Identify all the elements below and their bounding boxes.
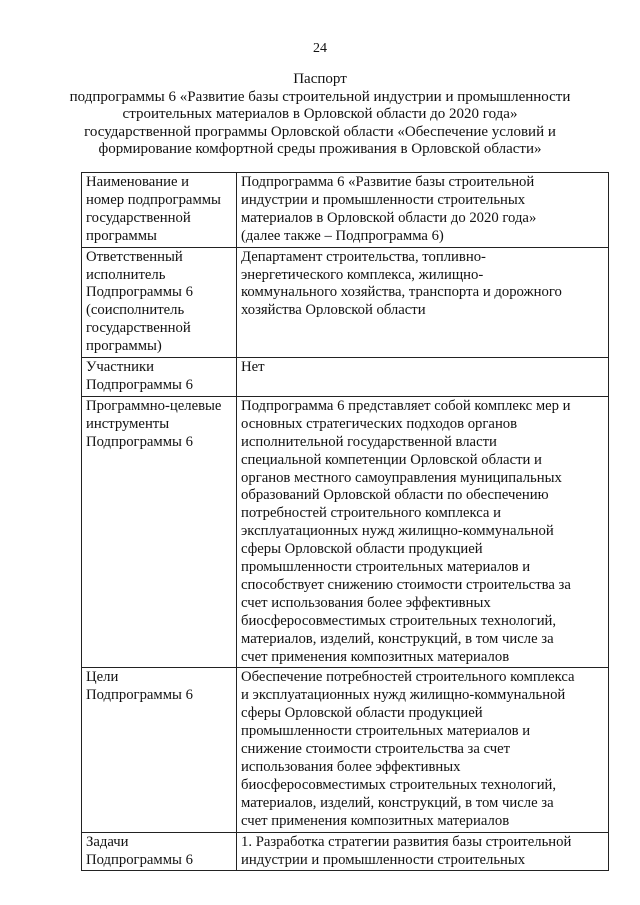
- value-line: хозяйства Орловской области: [241, 302, 426, 319]
- label-line: программы: [86, 227, 157, 244]
- value-line: материалов, изделий, конструкций, в том числе за: [241, 630, 554, 647]
- value-line: индустрии и промышленности строительных: [241, 191, 526, 208]
- label-line: (соисполнитель: [86, 302, 185, 319]
- label-line: инструменты: [86, 415, 170, 432]
- table-row: [82, 832, 609, 871]
- label-line: номер подпрограммы: [86, 191, 221, 208]
- value-line: снижение стоимости строительства за счет: [241, 741, 511, 758]
- value-line: материалов в Орловской области до 2020 года»: [241, 209, 537, 226]
- value-line: эксплуатационных нужд жилищно-коммунальной: [241, 523, 554, 540]
- table-row: [82, 247, 609, 357]
- label-line: Цели: [86, 669, 119, 686]
- row-label-cell: [82, 668, 237, 832]
- value-line: основных стратегических подходов органов: [241, 415, 518, 432]
- page-number: 24: [313, 41, 327, 56]
- label-line: Подпрограммы 6: [86, 284, 193, 301]
- row-label-cell: [82, 247, 237, 357]
- label-line: государственной: [86, 209, 191, 226]
- value-line: биосферосовместимых строительных технологий,: [241, 612, 557, 629]
- row-value-cell: [237, 358, 609, 397]
- table-row: [82, 396, 609, 668]
- row-label-cell: [82, 396, 237, 668]
- row-value-cell: [237, 396, 609, 668]
- value-line: коммунального хозяйства, транспорта и дорожного: [241, 284, 562, 301]
- value-line: энергетического комплекса, жилищно-: [241, 266, 484, 283]
- value-line: Подпрограмма 6 представляет собой комплекс мер и: [241, 397, 571, 414]
- row-label-cell: [82, 832, 237, 871]
- value-line: промышленности строительных материалов и: [241, 723, 531, 740]
- passport-table: [81, 172, 609, 871]
- row-value-cell: [237, 173, 609, 248]
- value-line: использования более эффективных: [241, 759, 461, 775]
- value-line: индустрии и промышленности строительных: [241, 851, 526, 868]
- value-line: Подпрограмма 6 «Развитие базы строительной: [241, 174, 535, 190]
- label-line: Подпрограммы 6: [86, 851, 193, 868]
- row-value-cell: [237, 668, 609, 832]
- label-line: программы): [86, 338, 162, 355]
- value-line: органов местного самоуправления муниципальных: [241, 469, 562, 486]
- value-line: Нет: [241, 359, 265, 376]
- label-line: Подпрограммы 6: [86, 376, 193, 393]
- passport-title: Паспорт: [293, 71, 347, 87]
- value-line: и эксплуатационных нужд жилищно-коммунальной: [241, 687, 566, 704]
- label-line: Участники: [86, 359, 154, 376]
- label-line: Ответственный: [86, 248, 183, 265]
- value-line: образований Орловской области по обеспечению: [241, 487, 549, 504]
- row-value-cell: [237, 832, 609, 871]
- subtitle-line: государственной программы Орловской области «Обеспечение условий и: [84, 123, 556, 140]
- table-row: [82, 668, 609, 832]
- value-line: потребностей строительного комплекса и: [241, 505, 501, 522]
- passport-title-block: [60, 71, 580, 159]
- label-line: Задачи: [86, 833, 129, 850]
- label-line: Программно-целевые: [86, 397, 222, 414]
- table-row: [82, 173, 609, 248]
- subtitle-line: формирование комфортной среды проживания в Орловской области»: [98, 141, 542, 158]
- value-line: счет использования более эффективных: [241, 594, 491, 611]
- value-line: способствует снижению стоимости строительства за: [241, 576, 571, 593]
- table-row: [82, 358, 609, 397]
- value-line: специальной компетенции Орловской области и: [241, 451, 542, 468]
- value-line: исполнительной государственной власти: [241, 433, 497, 450]
- value-line: счет применения композитных материалов: [241, 648, 510, 665]
- value-line: биосферосовместимых строительных технологий,: [241, 776, 557, 793]
- value-line: сферы Орловской области продукцией: [241, 541, 483, 558]
- label-line: исполнитель: [86, 266, 166, 283]
- passport-table-body: [82, 173, 609, 871]
- label-line: Подпрограммы 6: [86, 687, 193, 704]
- subtitle-line: строительных материалов в Орловской области до 2020 года»: [122, 106, 518, 123]
- value-line: Обеспечение потребностей строительного комплекса: [241, 669, 575, 686]
- value-line: сферы Орловской области продукцией: [241, 705, 483, 722]
- row-label-cell: [82, 173, 237, 248]
- value-line: (далее также – Подпрограмма 6): [241, 227, 444, 244]
- row-label-cell: [82, 358, 237, 397]
- subtitle-line: подпрограммы 6 «Развитие базы строительной индустрии и промышленности: [69, 88, 571, 105]
- label-line: Наименование и: [86, 174, 190, 190]
- value-line: материалов, изделий, конструкций, в том числе за: [241, 794, 554, 811]
- value-line: промышленности строительных материалов и: [241, 559, 531, 576]
- label-line: Подпрограммы 6: [86, 433, 193, 450]
- value-line: счет применения композитных материалов: [241, 812, 510, 829]
- value-line: Департамент строительства, топливно-: [241, 248, 486, 265]
- value-line: 1. Разработка стратегии развития базы строительной: [241, 833, 572, 850]
- label-line: государственной: [86, 320, 191, 337]
- row-value-cell: [237, 247, 609, 357]
